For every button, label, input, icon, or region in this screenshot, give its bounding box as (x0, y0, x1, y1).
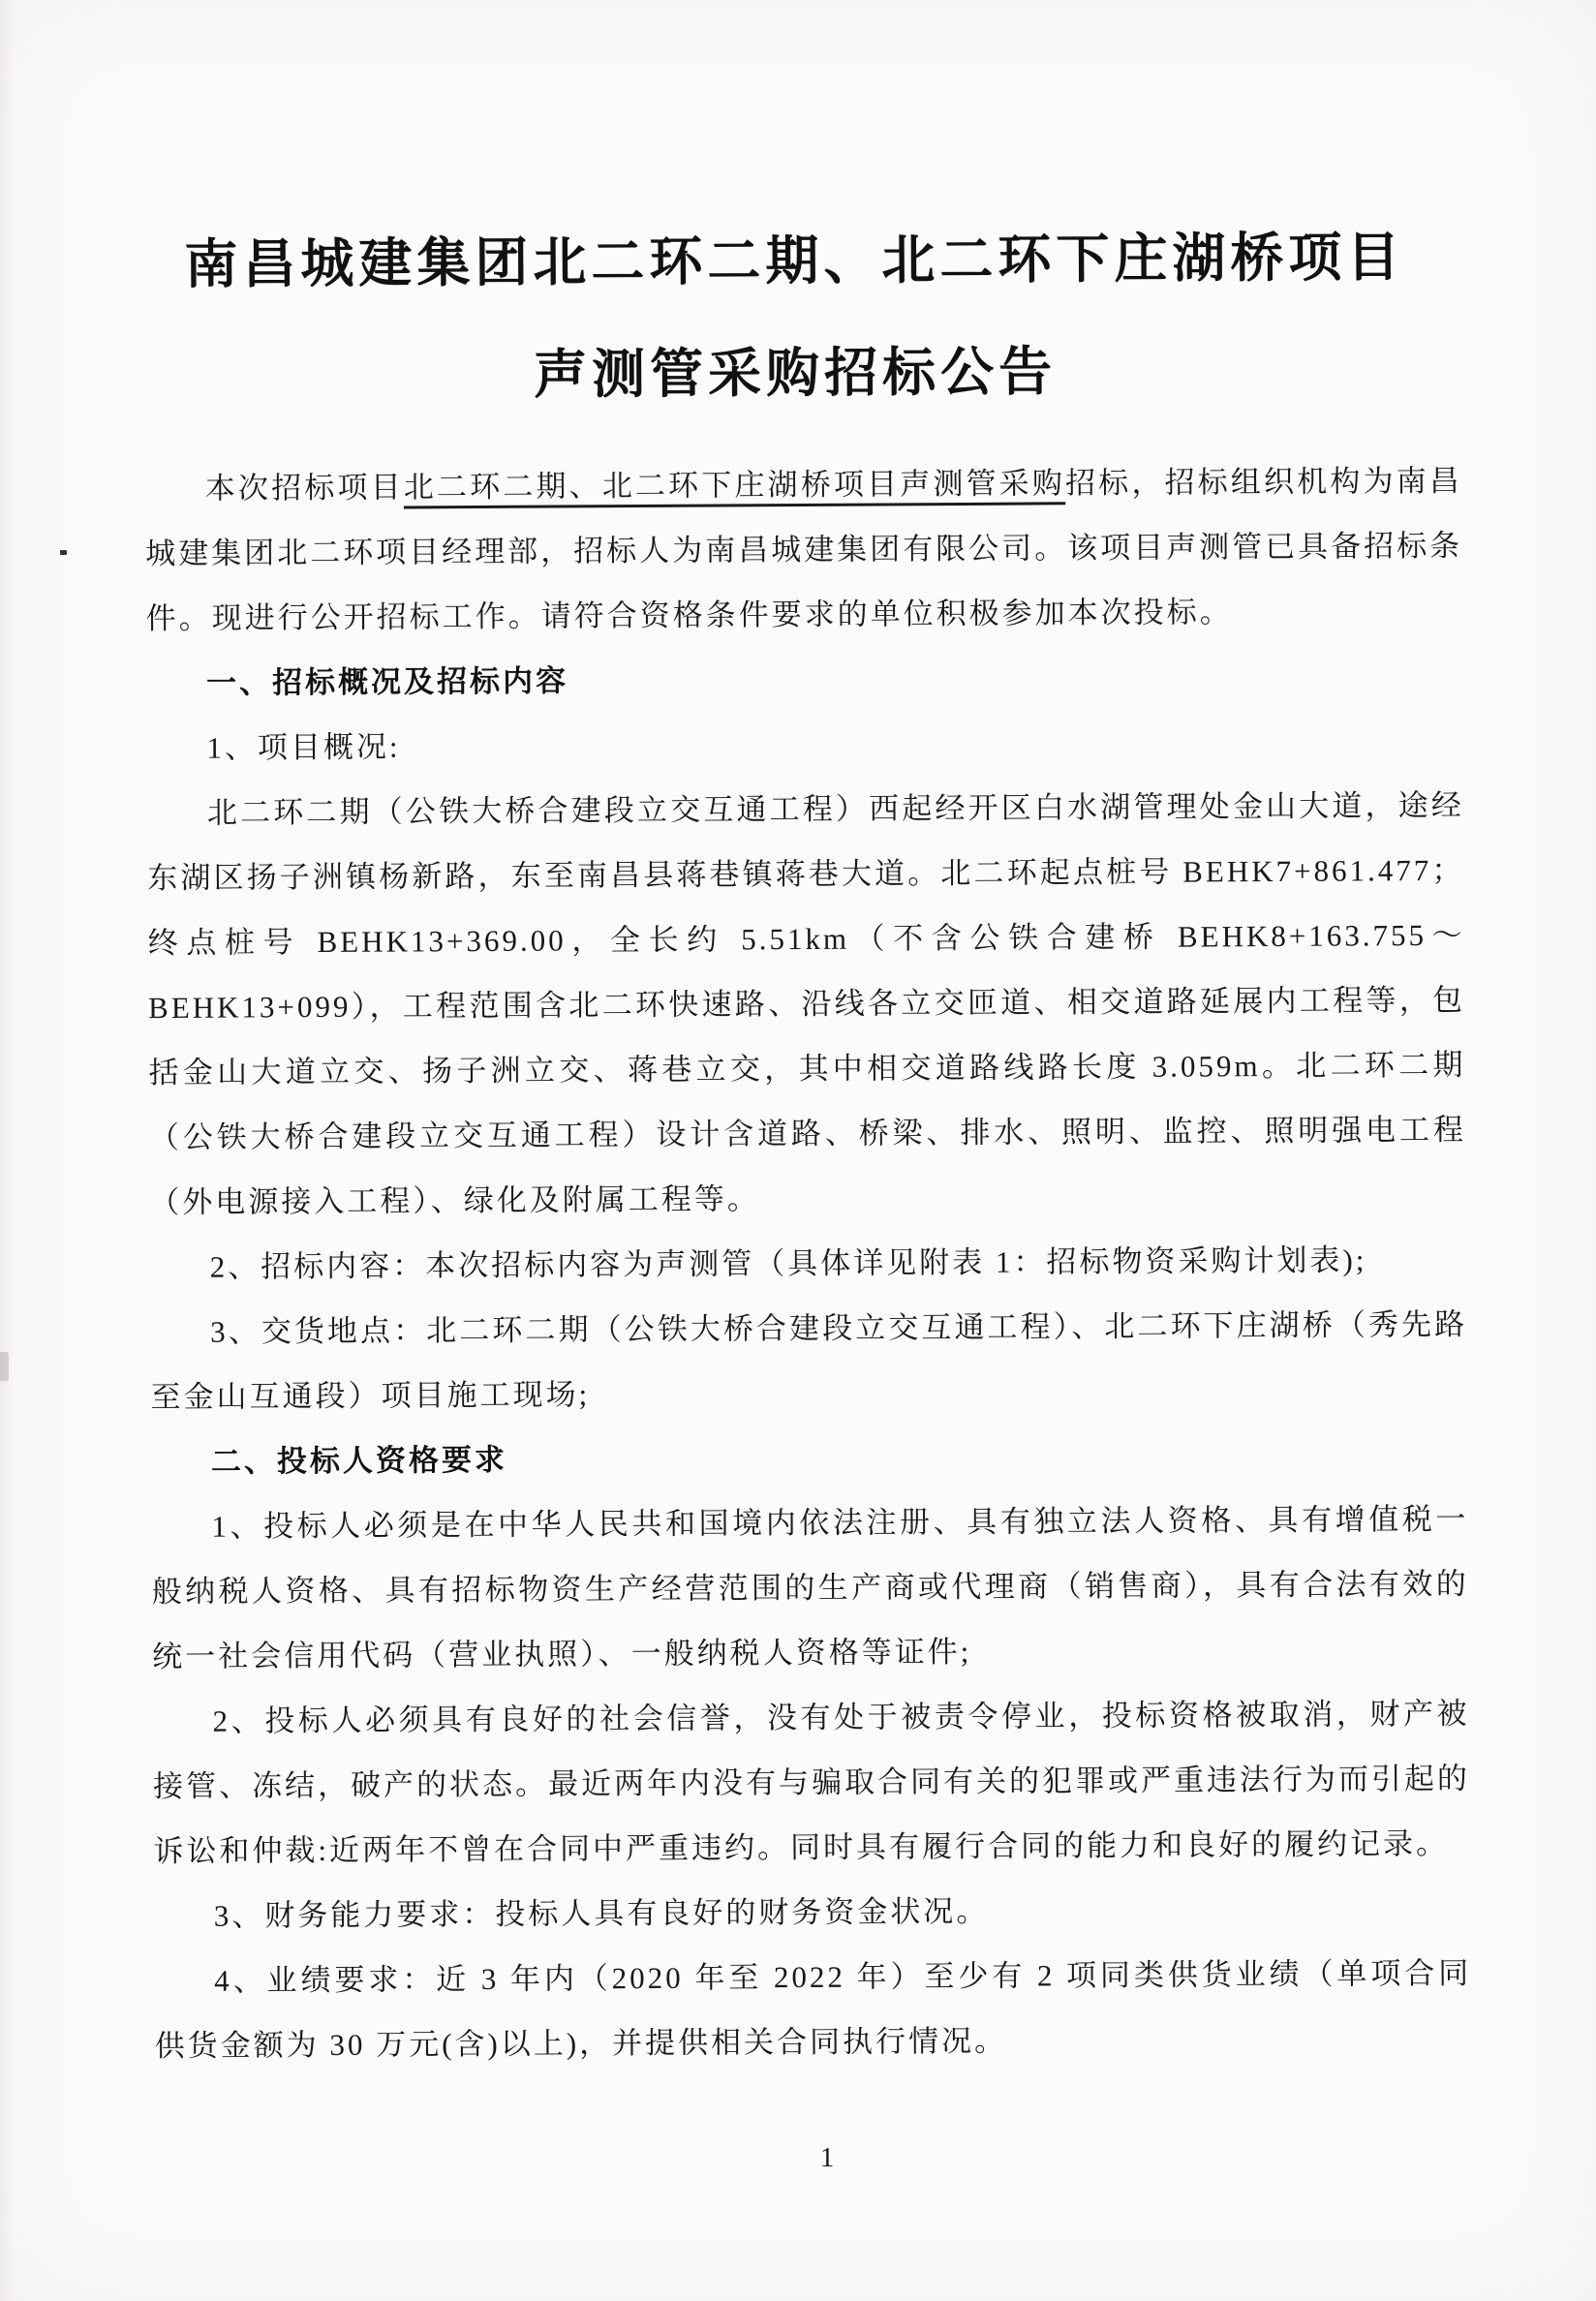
section2-heading: 二、投标人资格要求 (210, 1442, 508, 1479)
section1-item1-label: 1、项目概况: (206, 729, 401, 765)
section2-item3: 3、财务能力要求：投标人具有良好的财务资金状况。 (213, 1893, 990, 1933)
scan-artifact-speck (60, 550, 67, 555)
page-number: 1 (819, 2142, 835, 2173)
section1-item1-body: 北二环二期（公铁大桥合建段立交互通工程）西起经开区白水湖管理处金山大道，途经东湖区扬子洲镇杨新路，东至南昌县蒋巷镇蒋巷大道。北二环起点桩号 BEHK7+861.477；终点桩号 BEHK13+369.00，全长约 5.51km（不含公铁合建桥 BEHK8+163.755～BEHK13+099），工程范围含北二环快速路、沿线各立交匝道、相交道路延展内工程等，包括金山大道立交、扬子洲立交、蒋巷立交，其中相交道路线路长度 3.059m。北二环二期（公铁大桥合建段立交互通工程）设计含道路、桥梁、排水、照明、监控、照明强电工程（外电源接入工程）、绿化及附属工程等。 (147, 787, 1467, 1220)
section2-item2: 2、投标人必须具有良好的社会信誉，没有处于被责令停业，投标资格被取消，财产被接管、冻结，破产的状态。最近两年内没有与骗取合同有关的犯罪或严重违法行为而引起的诉讼和仲裁:近两年不曾在合同中严重违约。同时具有履行合同的能力和良好的履约记录。 (152, 1696, 1471, 1869)
intro-suffix: 招标，招标组织机构为南昌城建集团北二环项目经理部，招标人为南昌城建集团有限公司。该项目声测管已具备招标条件。现进行公开招标工作。请符合资格条件要求的单位积极参加本次投标。 (145, 463, 1463, 636)
intro-prefix: 本次招标项目 (204, 470, 404, 506)
document-body (145, 448, 1472, 2078)
intro-underlined-project-name: 北二环二期、北二环下庄湖桥项目声测管采购 (403, 466, 1066, 505)
document-title (0, 0, 1593, 435)
section2-item4: 4、业绩要求：近 3 年内（2020 年至 2022 年）至少有 2 项同类供货业绩（单项合同供货金额为 30 万元(含)以上)，并提供相关合同执行情况。 (154, 1955, 1472, 2064)
section1-item2: 2、招标内容：本次招标内容为声测管（具体详见附表 1：招标物资采购计划表); (209, 1243, 1367, 1284)
section2-item1: 1、投标人必须是在中华人民共和国境内依法注册、具有独立法人资格、具有增值税一般纳税人资格、具有招标物资生产经营范围的生产商或代理商（销售商），具有合法有效的统一社会信用代码（营业执照）、一般纳税人资格等证件; (151, 1501, 1469, 1674)
section1-item3: 3、交货地点：北二环二期（公铁大桥合建段立交互通工程）、北二环下庄湖桥（秀先路至金山互通段）项目施工现场; (150, 1306, 1468, 1415)
section1-heading: 一、招标概况及招标内容 (205, 663, 569, 700)
intro-paragraph (145, 448, 1463, 651)
document-title-line2: 声测管采购招标公告 (533, 342, 1058, 405)
document-title-line1: 南昌城建集团北二环二期、北二环下庄湖桥项目 (184, 228, 1405, 294)
scan-artifact-smudge (0, 1352, 9, 1381)
